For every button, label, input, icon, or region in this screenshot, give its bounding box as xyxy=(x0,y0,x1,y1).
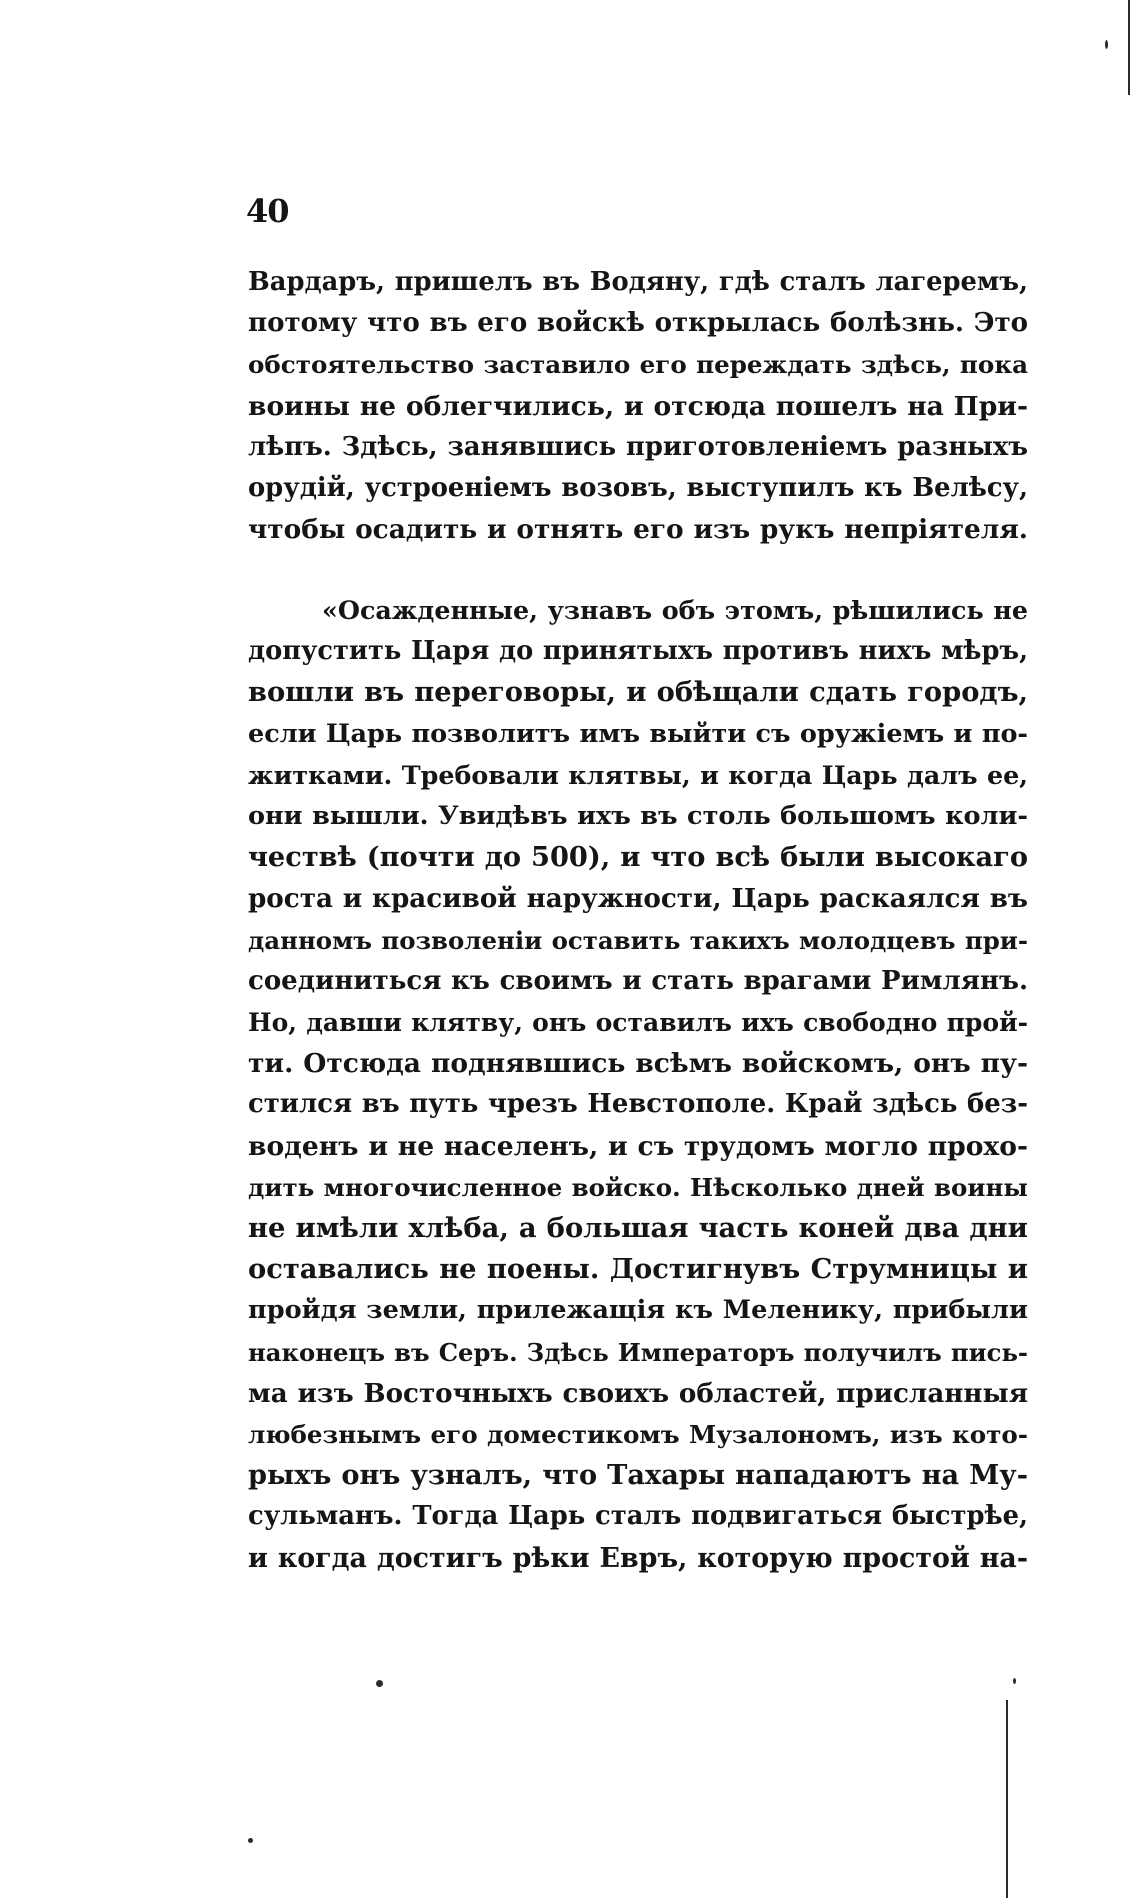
text-line: орудій, устроеніемъ возовъ, выступилъ къ Велѣсу, xyxy=(248,473,1028,504)
paragraph-2 xyxy=(248,590,1028,1579)
text-line: оставались не поены. Достигнувъ Струмницы и xyxy=(248,1253,1028,1286)
text-line: наконецъ въ Серъ. Здѣсь Императоръ получилъ пись- xyxy=(248,1337,1028,1367)
scan-edge-line-top xyxy=(1128,0,1130,95)
text-line: чествѣ (почти до 500), и что всѣ были высокаго xyxy=(248,841,1028,874)
scan-speck xyxy=(376,1680,383,1687)
text-line: воденъ и не населенъ, и съ трудомъ могло прохо- xyxy=(248,1130,1028,1162)
text-line: «Осажденные, узнавъ объ этомъ, рѣшились не xyxy=(322,595,1028,625)
text-line: дить многочисленное войско. Нѣсколько дней воины xyxy=(248,1172,1028,1202)
text-line: обстоятельство заставило его переждать здѣсь, пока xyxy=(248,350,1028,380)
text-line: и когда достигъ рѣки Евръ, которую простой на- xyxy=(248,1542,1028,1574)
text-line: вошли въ переговоры, и обѣщали сдать городъ, xyxy=(248,676,1028,709)
scan-speck xyxy=(1105,40,1108,49)
text-line: если Царь позволитъ имъ выйти съ оружіемъ и по- xyxy=(248,718,1028,749)
text-line: не имѣли хлѣба, а большая часть коней два дни xyxy=(248,1212,1028,1245)
text-line: пройдя земли, прилежащія къ Меленику, прибыли xyxy=(248,1295,1028,1326)
text-line: допустить Царя до принятыхъ противъ нихъ мѣръ, xyxy=(248,636,1028,667)
scan-speck xyxy=(1013,1678,1016,1684)
text-line: Вардаръ, пришелъ въ Водяну, гдѣ сталъ лагеремъ, xyxy=(248,267,1028,297)
paragraph-1 xyxy=(248,262,1028,550)
text-line: любезнымъ его доместикомъ Музалономъ, изъ кото- xyxy=(248,1420,1028,1450)
text-line: потому что въ его войскѣ открылась болѣзнь. Это xyxy=(248,308,1028,339)
text-line: рыхъ онъ узналъ, что Тахары нападаютъ на Му- xyxy=(248,1459,1028,1492)
scan-speck xyxy=(248,1838,253,1843)
text-line: Но, давши клятву, онъ оставилъ ихъ свободно прой- xyxy=(248,1008,1028,1038)
text-line: лѣпъ. Здѣсь, занявшись приготовленіемъ разныхъ xyxy=(248,431,1028,462)
page-number: 40 xyxy=(246,192,289,230)
text-line: стился въ путь чрезъ Невстополе. Край здѣсь без- xyxy=(248,1089,1028,1120)
text-line: чтобы осадить и отнять его изъ рукъ непріятеля. xyxy=(248,514,1028,546)
text-line: соединиться къ своимъ и стать врагами Римлянъ. xyxy=(248,965,1028,996)
text-line: ти. Отсюда поднявшись всѣмъ войскомъ, онъ пу- xyxy=(248,1048,1028,1080)
scan-edge-line-bottom xyxy=(1006,1700,1008,1898)
text-line: они вышли. Увидѣвъ ихъ въ столь большомъ коли- xyxy=(248,801,1028,832)
text-line: воины не облегчились, и отсюда пошелъ на При- xyxy=(248,390,1028,422)
text-line: сульманъ. Тогда Царь сталъ подвигаться быстрѣе, xyxy=(248,1501,1028,1532)
text-line: житками. Требовали клятвы, и когда Царь далъ ее, xyxy=(248,759,1028,790)
text-line: данномъ позволеніи оставить такихъ молодцевъ при- xyxy=(248,925,1028,955)
text-line: роста и красивой наружности, Царь раскаялся въ xyxy=(248,883,1028,915)
text-line: ма изъ Восточныхъ своихъ областей, присланныя xyxy=(248,1377,1028,1409)
